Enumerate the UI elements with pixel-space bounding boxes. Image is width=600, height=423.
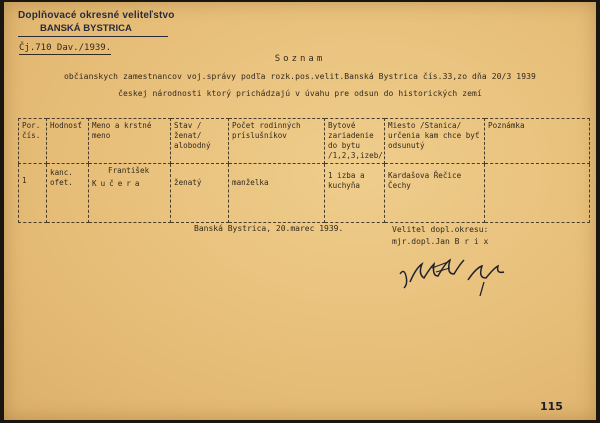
commander-name: mjr.dopl.Jan B r i x: [392, 237, 489, 246]
cell-note: [485, 164, 590, 223]
stamp-line-2: BANSKÁ BYSTRICA: [18, 22, 168, 37]
header-destination: Miesto /Stanica/ určenia kam chce byť odsunutý: [385, 119, 485, 164]
cell-housing: 1 izba a kuchyňa: [325, 164, 385, 223]
reference-number: Čj.710 Dav./1939.: [19, 43, 112, 53]
cell-name: [89, 164, 171, 223]
subtitle-line-1: občianskych zamestnancov voj.správy podľa rozk.pos.velit.Banská Bystrica čís.33,zo dňa 20/3 1939: [64, 72, 536, 81]
surname: Kučera: [92, 179, 144, 188]
table-header-row: [19, 119, 590, 164]
header-name: Meno a krstné meno: [89, 119, 171, 164]
document-sheet: [4, 2, 596, 420]
cell-destination: Kardašova Řečice Čechy: [385, 164, 485, 223]
page-number: 115: [540, 400, 563, 413]
employee-table: [18, 118, 590, 223]
cell-family: manželka: [229, 164, 325, 223]
header-rank: Hodnosť: [47, 119, 89, 164]
stamp-line-1: Doplňovacé okresné veliteľstvo: [18, 10, 175, 21]
header-note: Poznámka: [485, 119, 590, 164]
subtitle-line-2: českej národnosti ktorý prichádzajú v úvahu pre odsun do historických zemí: [118, 89, 482, 98]
table-row: [19, 164, 590, 223]
office-stamp: [18, 9, 175, 37]
cell-status: ženatý: [171, 164, 229, 223]
place-and-date: Banská Bystrica, 20.marec 1939.: [194, 224, 344, 233]
cell-rank: kanc. ofet.: [47, 164, 89, 223]
header-family: Počet rodinných príslušníkov: [229, 119, 325, 164]
handwritten-signature: [396, 252, 526, 298]
header-status: Stav /ženat/ alobodný: [171, 119, 229, 164]
header-number: Por. čís.: [19, 119, 47, 164]
first-name: František: [108, 166, 150, 175]
header-housing: Bytové zariadenie do bytu /1,2,3,izeb/: [325, 119, 385, 164]
commander-block: [392, 224, 488, 248]
cell-number: 1: [19, 164, 47, 223]
document-title: Soznam: [274, 54, 326, 64]
commander-title: Velitel dopl.okresu:: [392, 225, 489, 234]
